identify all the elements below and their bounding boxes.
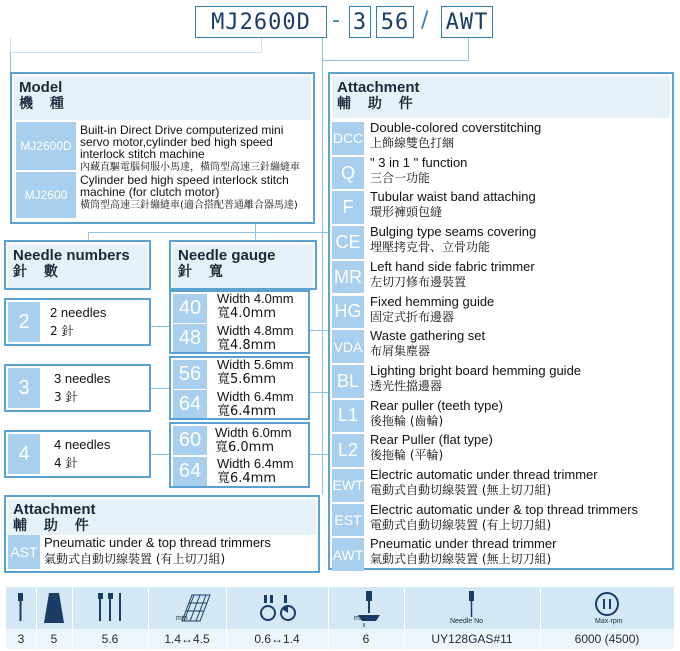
attachment-item-zh: 後拖輪 (齒輪)	[370, 413, 444, 428]
attachment-item	[370, 537, 670, 567]
gauge-width-zh: 寬6.0mm	[215, 440, 275, 455]
needle-count-code: 4	[8, 434, 40, 474]
model-heading-zh: 機 種	[19, 96, 70, 112]
title-needles-code	[349, 6, 371, 38]
title-gauge-text: 56	[380, 9, 410, 35]
attachment-item-zh: 固定式折布邊器	[370, 309, 455, 324]
needle-count-en: 4 needles	[54, 437, 111, 452]
spec-cell-presser-foot	[328, 587, 404, 629]
attachment-panel	[328, 72, 674, 570]
connector-4-to-gauge	[151, 454, 169, 455]
connector-attachment	[322, 38, 469, 61]
title-separator-slash: /	[421, 8, 429, 33]
attachment-item	[370, 433, 670, 463]
attachment-code-bl: BL	[332, 365, 364, 398]
spec-value-needles: 3	[17, 632, 25, 646]
attachment-item-en: Electric automatic under & top thread trimmers	[370, 501, 639, 517]
attachment-code-mr: MR	[332, 261, 364, 294]
needle-count-text	[54, 372, 110, 405]
title-model-text: MJ2600D	[211, 9, 311, 35]
attachment-item	[370, 156, 670, 186]
needle-count-option	[4, 430, 151, 478]
attachment-code-f: F	[332, 191, 364, 224]
gauge-code: 64	[173, 457, 207, 486]
attachment-item-zh: 布屑集塵器	[370, 344, 431, 359]
needle-count-zh: 4 針	[54, 456, 78, 470]
attachment-item	[370, 295, 670, 325]
gauge-width-en: Width 6.4mm	[217, 456, 294, 471]
presser-foot-unit: mm	[354, 615, 366, 622]
attachment-item-en: Rear Puller (flat type)	[370, 432, 493, 448]
needle-count-option	[4, 298, 151, 346]
attachment-item	[370, 399, 670, 429]
title-gauge-code	[376, 6, 414, 38]
gauge-text	[217, 457, 294, 486]
gauge-text	[217, 324, 294, 353]
needle-numbers-panel	[4, 240, 151, 290]
attachment-ast-zh: 氣動式自動切線裝置 (有上切刀組)	[44, 552, 226, 566]
spec-value-differential: 0.6↔1.4	[254, 632, 300, 646]
connector-att-left	[322, 60, 323, 495]
attachment-item	[370, 329, 670, 359]
attachment-item	[370, 468, 670, 498]
attachment-item	[370, 225, 670, 255]
attachment-heading-zh: 輔 助 件	[337, 96, 419, 112]
attachment-item-en: " 3 in 1 " function	[370, 154, 468, 170]
attachment-code-awt: AWT	[332, 538, 364, 571]
needle-numbers-heading-zh: 針 數	[13, 264, 64, 280]
gauge-width-en: Width 4.0mm	[217, 291, 294, 306]
needle-count-en: 3 needles	[54, 371, 111, 386]
gauge-option-group	[169, 356, 310, 420]
attachment-item-zh: 三合一功能	[370, 170, 431, 185]
gauge-code: 64	[173, 390, 207, 418]
attachment-item-en: Tubular waist band attaching	[370, 189, 536, 205]
title-attachment-code	[441, 6, 493, 38]
needle-gauge-header	[173, 244, 313, 288]
attachment-item-zh: 環形褲頭包縫	[370, 205, 443, 220]
attachment-item-en: Bulging type seams covering	[370, 224, 537, 240]
attachment-code-l2: L2	[332, 434, 364, 467]
attachment-item-zh: 氣動式自動切線裝置 (無上切刀組)	[370, 552, 552, 567]
attachment-item	[370, 260, 670, 290]
needle-count-en: 2 needles	[50, 305, 107, 320]
attachment-item-zh: 後拖輪 (平輪)	[370, 448, 444, 463]
gauge-width-zh: 寬6.4mm	[217, 404, 277, 419]
gauge-width-zh: 寬6.4mm	[217, 471, 277, 486]
gauge-width-en: Width 5.6mm	[217, 357, 294, 372]
spec-cell-stitch-length	[148, 587, 226, 629]
attachment-item-zh: 左切刀修布邊裝置	[370, 274, 467, 289]
attachment-panel-header	[332, 76, 670, 118]
attachment-code-vda: VDA	[332, 330, 364, 363]
needle-count-code: 2	[8, 302, 40, 342]
model-desc-en: Cylinder bed high speed interlock stitch machine (for clutch motor)	[80, 173, 289, 199]
gauge-text	[217, 390, 294, 419]
gauge-option-group	[169, 422, 310, 488]
attachment-item-en: Rear puller (teeth type)	[370, 397, 503, 413]
spec-value-needle-no: UY128GAS#11	[431, 632, 513, 646]
attachment-code-est: EST	[332, 504, 364, 537]
gauge-code: 40	[173, 294, 207, 323]
attachment-heading-en: Attachment	[337, 79, 420, 96]
needle-count-zh: 3 針	[54, 390, 78, 404]
attachment-item	[370, 503, 670, 533]
gauge-width-en: Width 4.8mm	[217, 323, 294, 338]
attachment-item-en: Lighting bright board hemming guide	[370, 362, 582, 378]
connector-2-to-gauge	[151, 326, 169, 327]
presser-foot-lift-icon	[328, 587, 404, 629]
needle-count-zh: 2 針	[50, 324, 74, 338]
gauge-code: 60	[173, 426, 207, 455]
attachment-item-zh: 電動式自動切線裝置 (無上切刀組)	[370, 483, 552, 497]
title-needles-text: 3	[352, 9, 368, 35]
model-item-mj2600	[80, 174, 310, 214]
attachment-code-ce: CE	[332, 226, 364, 259]
model-desc-zh: 內藏直驅電腦伺服小馬達，橫筒型高速三針繃縫車	[80, 162, 300, 173]
gauge-text	[217, 292, 294, 321]
attachment-code-q: Q	[332, 157, 364, 190]
needle-count-code: 3	[8, 368, 40, 408]
spec-value-presser-lift: 6	[362, 632, 370, 646]
attachment-item-zh: 上飾線雙色打綑	[370, 136, 455, 150]
spec-cell-needles	[6, 587, 36, 629]
spec-cell-thread-cone	[36, 587, 72, 629]
gauge-width-zh: 寬4.8mm	[217, 338, 277, 353]
speed-label: Max·rpm	[595, 618, 623, 625]
title-separator-dash: -	[332, 8, 340, 33]
model-item-mj2600d	[80, 124, 310, 176]
gauge-text	[217, 358, 294, 387]
attachment-item-en: Pneumatic under thread trimmer	[370, 536, 557, 552]
gauge-width-en: Width 6.4mm	[217, 389, 294, 404]
attachment-item-zh: 透光性擋邊器	[370, 378, 443, 393]
needle-gauge-heading-en: Needle gauge	[178, 247, 276, 264]
needle-numbers-header	[8, 244, 147, 288]
gauge-width-zh: 寬5.6mm	[217, 372, 277, 387]
attachment-ast-en: Pneumatic under & top thread trimmers	[44, 535, 271, 550]
spec-cell-speed	[540, 587, 674, 629]
needle-count-option	[4, 364, 151, 412]
gauge-code: 48	[173, 324, 207, 352]
model-code-mj2600: MJ2600	[16, 172, 76, 218]
attachment-item-en: Electric automatic under thread trimmer	[370, 467, 598, 482]
model-desc-en: Built-in Direct Drive computerized mini servo motor,cylinder bed high speed interlock stitch machine	[80, 123, 284, 161]
attachment-ast-panel	[4, 495, 320, 573]
attachment-item-en: Double-colored coverstitching	[370, 120, 542, 135]
spec-value-thread: 5	[50, 632, 58, 646]
needles-icon	[6, 587, 36, 629]
spec-value-stitch-length: 1.4↔4.5	[164, 632, 210, 646]
attachment-code-hg: HG	[332, 296, 364, 329]
attachment-item	[370, 190, 670, 220]
attachment-code-ewt: EWT	[332, 469, 364, 502]
attachment-item	[370, 364, 670, 394]
attachment-item-en: Fixed hemming guide	[370, 293, 495, 309]
needle-gauge-heading-zh: 針 寬	[178, 264, 229, 280]
attachment-item-en: Waste gathering set	[370, 328, 486, 344]
attachment-item-zh: 埋壓拷克骨、立骨功能	[370, 240, 491, 255]
model-desc-zh: 橫筒型高速三針繃縫車(適合搭配普通離合器馬達)	[80, 200, 298, 211]
attachment-item-en: Left hand side fabric trimmer	[370, 258, 535, 274]
attachment-code-l1: L1	[332, 400, 364, 433]
gauge-text	[215, 426, 292, 455]
attachment-item	[370, 121, 670, 151]
attachment-ast-header	[8, 499, 316, 535]
spec-cell-needle-gauge	[72, 587, 148, 629]
spec-value-gauge: 5.6	[101, 632, 119, 646]
connector-model	[10, 38, 262, 53]
attachment-heading-en: Attachment	[13, 501, 96, 518]
gauge-width-en: Width 6.0mm	[215, 425, 292, 440]
attachment-heading-zh: 輔 助 件	[13, 518, 95, 534]
connector-gauge-to-att	[310, 330, 328, 331]
needle-count-text	[54, 438, 110, 471]
needle-no-label: Needle No	[450, 618, 484, 625]
model-heading-en: Model	[19, 79, 63, 96]
needle-numbers-heading-en: Needle numbers	[13, 247, 130, 264]
connector-gauge-to-att	[310, 392, 328, 393]
gauge-option-group	[169, 290, 310, 354]
needle-gauge-icon	[72, 587, 148, 629]
model-panel	[10, 72, 315, 224]
spec-cell-needle-no	[404, 587, 540, 629]
title-attachment-text: AWT	[445, 9, 489, 35]
attachment-code-dcc: DCC	[332, 122, 364, 155]
stitch-length-unit: mm	[176, 615, 188, 622]
spec-value-speed: 6000 (4500)	[574, 632, 640, 646]
connector-model-drop	[10, 52, 11, 72]
connector-gauge-to-att	[310, 454, 328, 455]
differential-feed-icon	[226, 587, 328, 629]
title-model-code	[195, 6, 327, 38]
connector-3-to-gauge	[151, 388, 169, 389]
thread-cone-icon	[36, 587, 72, 629]
needle-count-text	[50, 306, 106, 339]
attachment-item-zh: 電動式自動切線裝置 (有上切刀組)	[370, 517, 552, 532]
gauge-code: 56	[173, 360, 207, 389]
gauge-width-zh: 寬4.0mm	[217, 306, 277, 321]
attachment-code-ast: AST	[8, 535, 40, 569]
model-code-mj2600d: MJ2600D	[16, 122, 76, 170]
attachment-ast-text	[44, 536, 271, 567]
spec-cell-differential-feed	[226, 587, 328, 629]
stitch-length-icon	[148, 587, 226, 629]
model-panel-header	[14, 76, 311, 120]
needle-gauge-panel	[169, 240, 317, 290]
